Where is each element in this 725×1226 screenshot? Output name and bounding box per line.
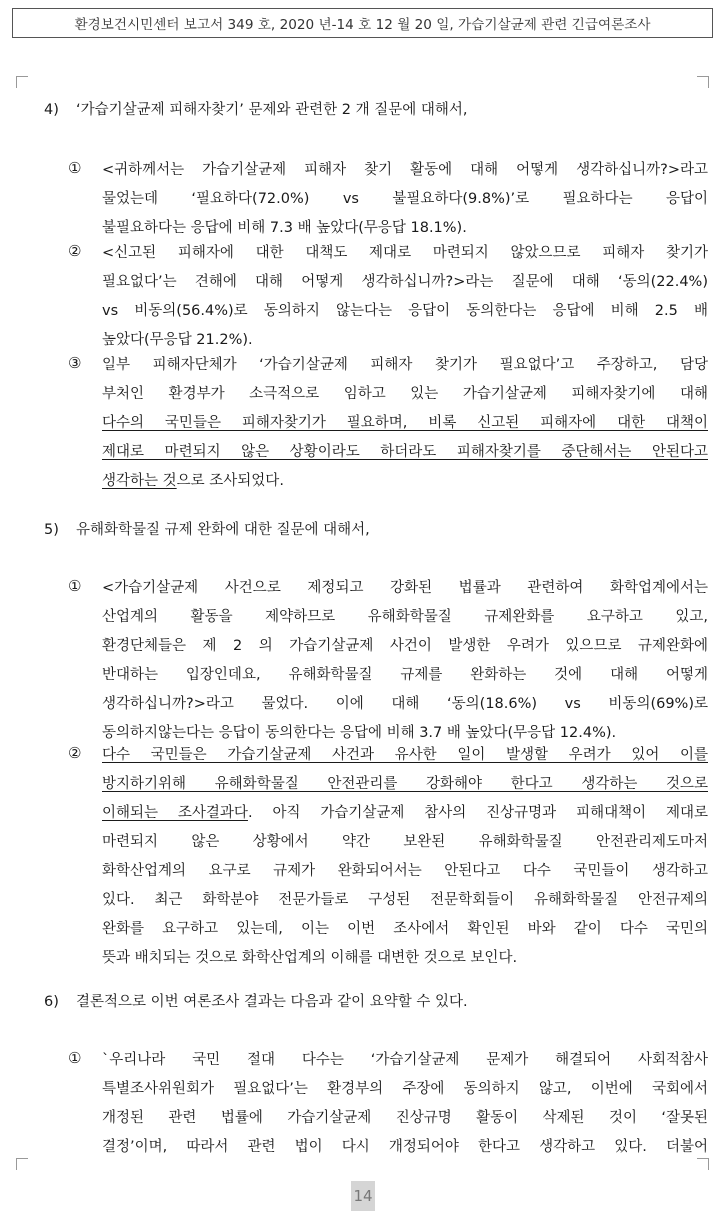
text-line: 완화를 요구하고 있는데, 이는 이번 조사에서 확인된 바와 같이 다수 국민의 — [102, 921, 708, 937]
underlined-text-line: 제대로 마련되지 않은 상황이라도 하더라도 피해자찾기를 중단해서는 안된다고 — [102, 444, 708, 460]
list-marker: ① — [68, 159, 82, 177]
text-line: 생각하는 것으로 조사되었다. — [102, 473, 284, 489]
underlined-text-line: 다수 국민들은 가습기살균제 사건과 유사한 일이 발생할 우려가 있어 이를 — [102, 747, 708, 763]
section-number: 6) — [44, 994, 59, 1010]
text-line: 개정된 관련 법률에 가습기살균제 진상규명 활동이 삭제된 것이 ‘잘못된 — [102, 1110, 708, 1126]
list-item-text — [102, 156, 708, 243]
text-line: 있다. 최근 화학분야 전문가들로 구성된 전문학회들이 유해화학물질 안전규제의 — [102, 892, 708, 908]
text-line: 마련되지 않은 상황에서 약간 보완된 유해화학물질 안전관리제도마저 — [102, 834, 708, 850]
text-line: 동의하지않는다는 응답이 동의한다는 응답에 비해 3.7 배 높았다(무응답 12.4%). — [102, 725, 617, 741]
text-line: 높았다(무응답 21.2%). — [102, 332, 253, 348]
text-line: 일부 피해자단체가 ‘가습기살균제 피해자 찾기가 필요없다’고 주장하고, 담당 — [102, 357, 708, 373]
text-line: 반대하는 입장인데요, 유해화학물질 규제를 완화하는 것에 대해 어떻게 — [102, 667, 708, 683]
crop-mark-top-left — [16, 76, 28, 88]
text-line: `우리나라 국민 절대 다수는 ‘가습기살균제 문제가 해결되어 사회적참사 — [102, 1052, 708, 1068]
underlined-phrase: 생각하는 것 — [102, 473, 177, 489]
underlined-text-line: 다수의 국민들은 피해자찾기가 필요하며, 비록 신고된 피해자에 대한 대책이 — [102, 415, 708, 431]
section-5-title — [44, 520, 370, 540]
list-marker: ② — [68, 242, 82, 260]
section-number: 5) — [44, 522, 59, 538]
text-line: 산업계의 활동을 제약하므로 유해화학물질 규제완화를 요구하고 있고, — [102, 609, 708, 625]
text-line: <귀하께서는 가습기살균제 피해자 찾기 활동에 대해 어떻게 생각하십니까?>라고 — [102, 162, 708, 178]
underlined-phrase: 이해되는 조사결과다 — [102, 805, 248, 821]
list-item-text — [102, 574, 708, 748]
text-line: 이해되는 조사결과다. 아직 가습기살균제 참사의 진상규명과 피해대책이 제대로 — [102, 805, 709, 821]
text-line: 화학산업계의 요구로 규제가 완화되어서는 안된다고 다수 국민들이 생각하고 — [102, 863, 708, 879]
text-line: 뜻과 배치되는 것으로 화학산업계의 이해를 대변한 것으로 보인다. — [102, 950, 518, 966]
page-number: 14 — [351, 1181, 375, 1211]
crop-mark-bottom-left — [16, 1158, 28, 1170]
text-line: 특별조사위원회가 필요없다’는 환경부의 주장에 동의하지 않고, 이번에 국회에서 — [102, 1081, 708, 1097]
list-marker: ① — [68, 1049, 82, 1067]
text-line: 불필요하다는 응답에 비해 7.3 배 높았다(무응답 18.1%). — [102, 220, 467, 236]
section-heading: ‘가습기살균제 피해자찾기’ 문제와 관련한 2 개 질문에 대해서, — [76, 102, 468, 118]
section-heading: 유해화학물질 규제 완화에 대한 질문에 대해서, — [76, 522, 370, 538]
list-item-text — [102, 239, 708, 355]
text-line: 생각하십니까?>라고 물었다. 이에 대해 ‘동의(18.6%) vs 비동의(69%)로 — [102, 696, 708, 712]
list-item-text — [102, 741, 708, 973]
crop-mark-top-right — [697, 76, 709, 88]
list-item-text — [102, 351, 708, 496]
text-line: 물었는데 ‘필요하다(72.0%) vs 불필요하다(9.8%)’로 필요하다는 응답이 — [102, 191, 708, 207]
section-number: 4) — [44, 102, 59, 118]
section-heading: 결론적으로 이번 여론조사 결과는 다음과 같이 요약할 수 있다. — [76, 994, 468, 1010]
section-4-title — [44, 100, 467, 120]
underlined-text-line: 방지하기위해 유해화학물질 안전관리를 강화해야 한다고 생각하는 것으로 — [102, 776, 708, 792]
text-line: <신고된 피해자에 대한 대책도 제대로 마련되지 않았으므로 피해자 찾기가 — [102, 245, 708, 261]
text-line: vs 비동의(56.4%)로 동의하지 않는다는 응답이 동의한다는 응답에 비해 2.5 배 — [102, 303, 708, 319]
list-marker: ② — [68, 744, 82, 762]
list-marker: ③ — [68, 354, 82, 372]
text-line: <가습기살균제 사건으로 제정되고 강화된 법률과 관련하여 화학업계에서는 — [102, 580, 708, 596]
list-item-text — [102, 1046, 708, 1162]
text-line: 부처인 환경부가 소극적으로 임하고 있는 가습기살균제 피해자찾기에 대해 — [102, 386, 708, 402]
list-marker: ① — [68, 577, 82, 595]
text-line: 결정’이며, 따라서 관련 법이 다시 개정되어야 한다고 생각하고 있다. 더불어 — [102, 1139, 708, 1155]
text-line: 환경단체들은 제 2 의 가습기살균제 사건이 발생한 우려가 있으므로 규제완화에 — [102, 638, 708, 654]
text-line: 필요없다’는 견해에 대해 어떻게 생각하십니까?>라는 질문에 대해 ‘동의(22.4%) — [102, 274, 708, 290]
report-header: 환경보건시민센터 보고서 349 호, 2020 년-14 호 12 월 20 일, 가습기살균제 관련 긴급여론조사 — [12, 8, 713, 38]
section-6-title — [44, 992, 468, 1012]
